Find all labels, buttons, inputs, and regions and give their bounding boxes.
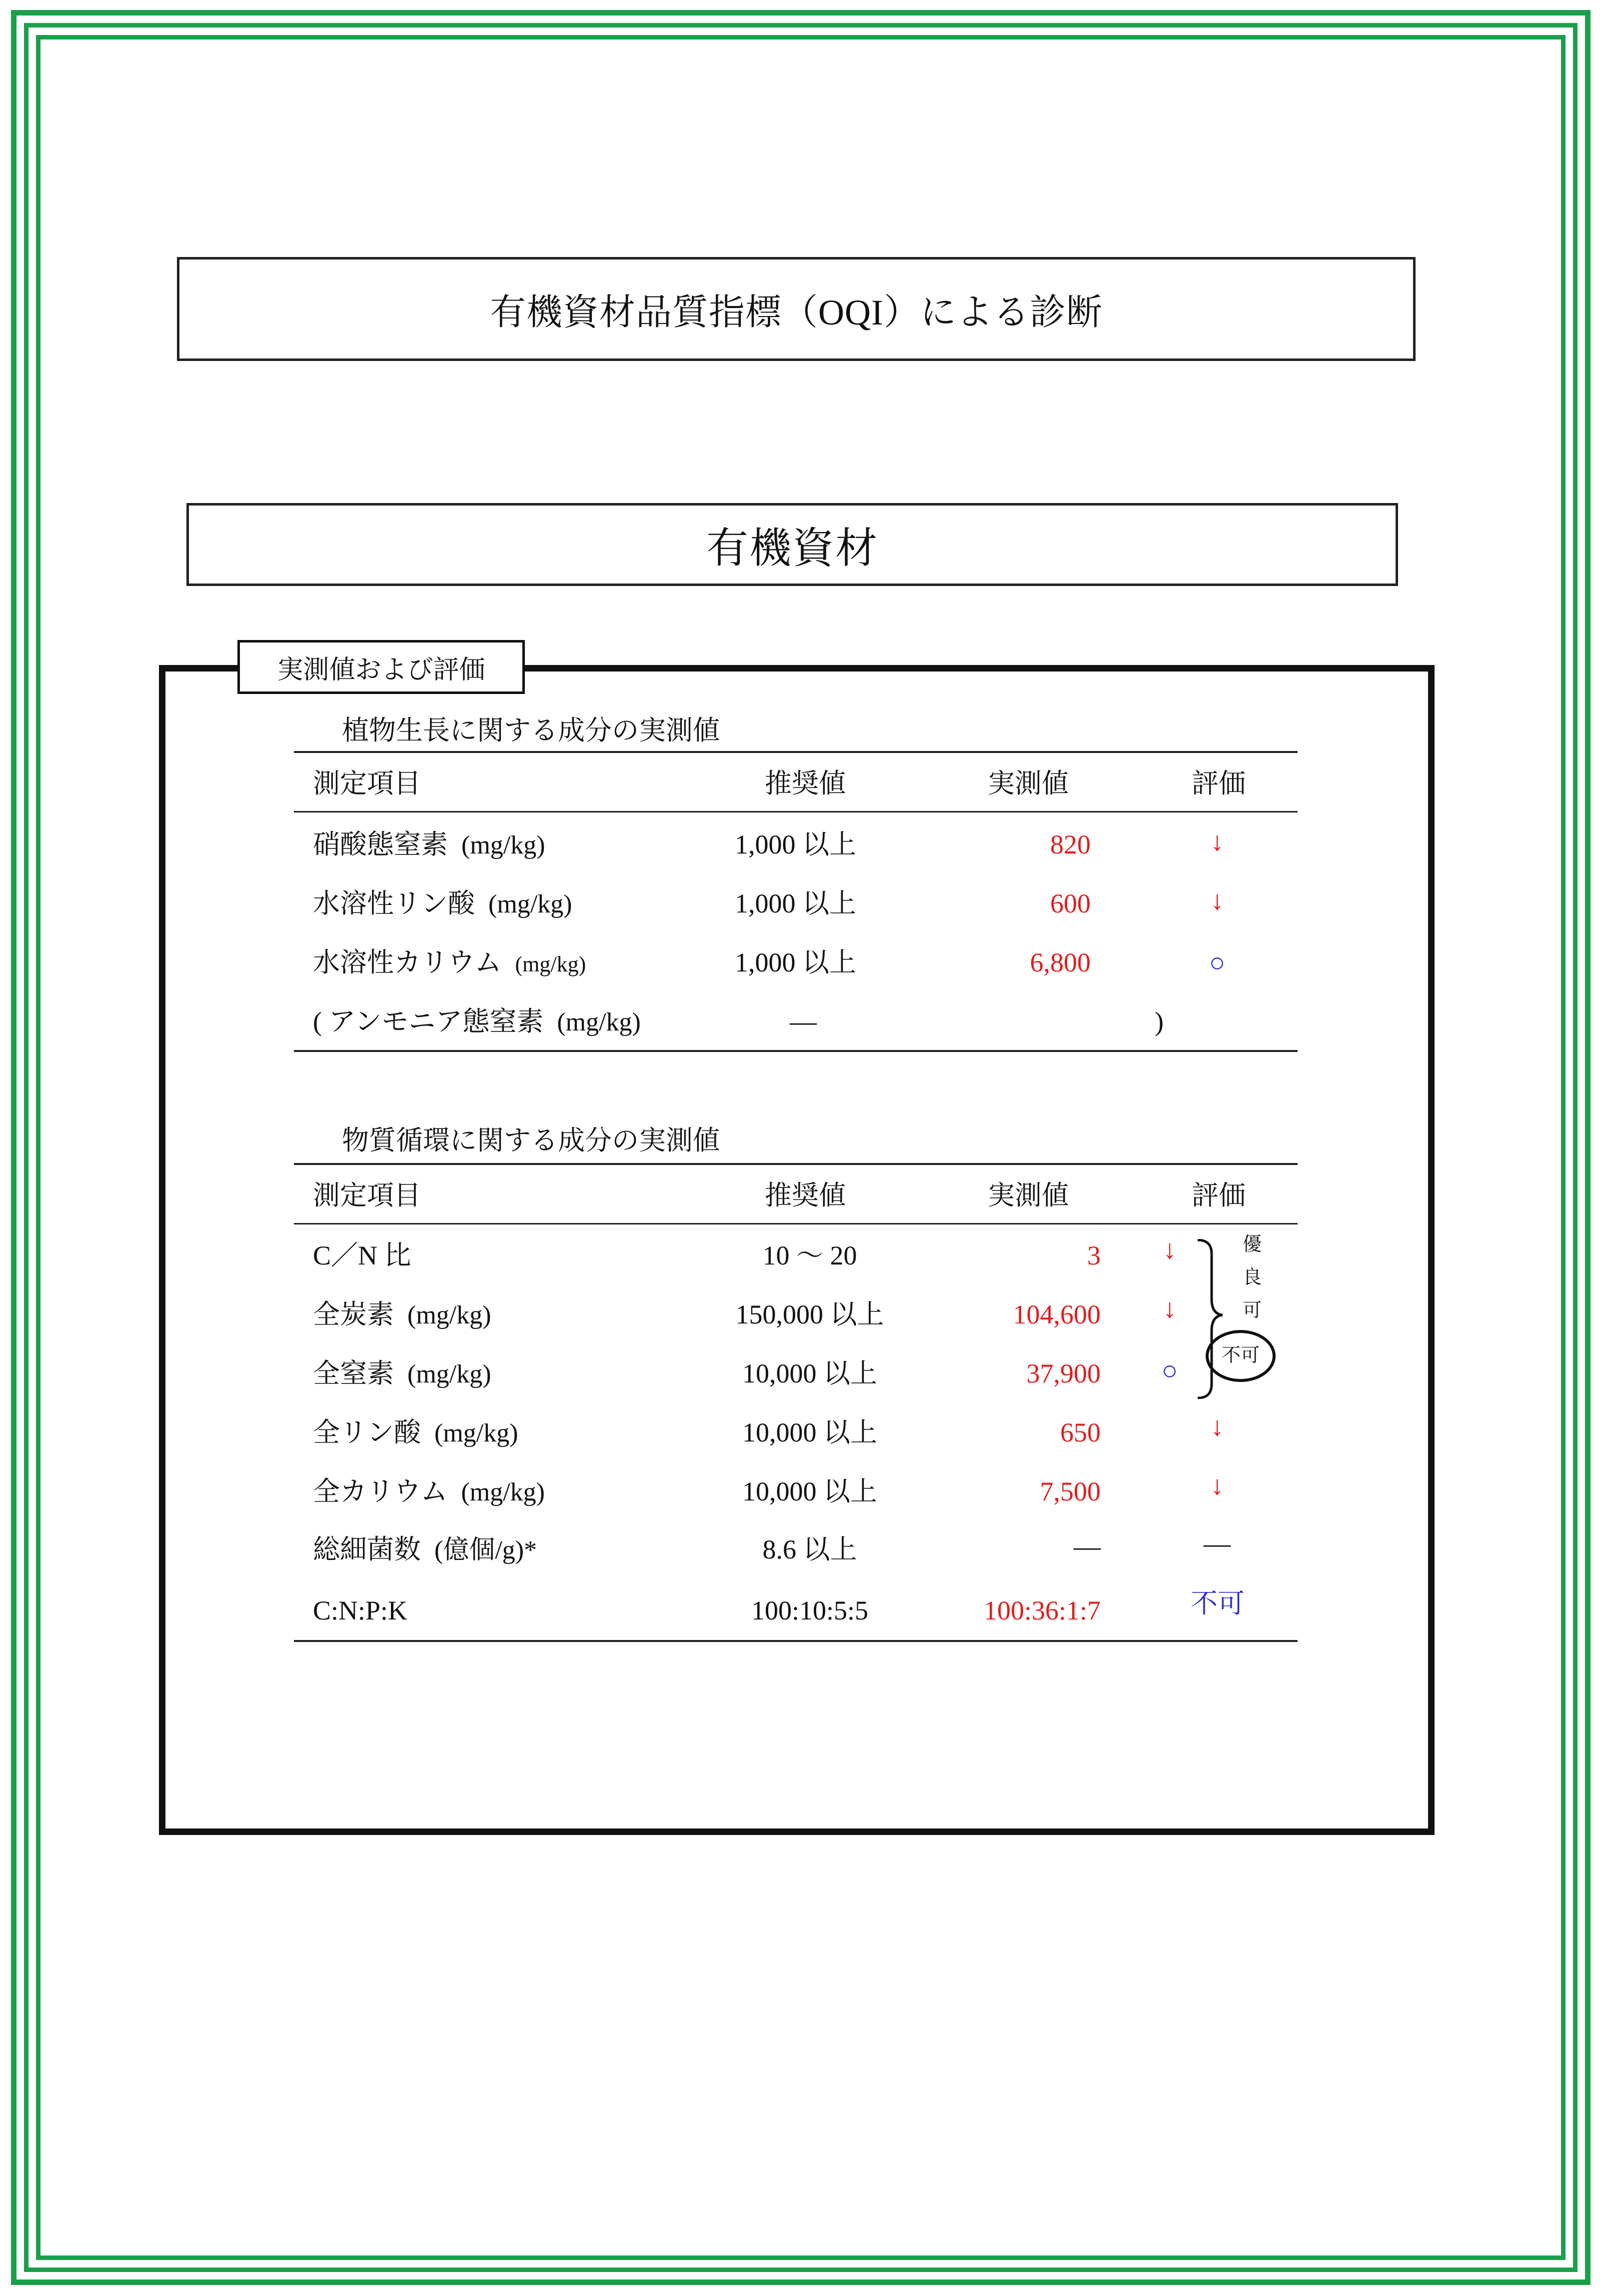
t2-measured: 3 (1087, 1240, 1101, 1270)
table2-bottom-rule (294, 1640, 1298, 1642)
t1-eval-circle-icon: ○ (1209, 948, 1226, 978)
table-row (313, 1419, 518, 1446)
t1-measured: 820 (1050, 830, 1091, 860)
t2-measured: ― (1074, 1532, 1101, 1562)
material-title: 有機資材 (186, 503, 1398, 586)
t1-measured: 6,800 (1030, 948, 1091, 978)
table-row (313, 890, 572, 918)
table-row (313, 1478, 545, 1506)
cycle-section-title: 物質循環に関する成分の実測値 (342, 1126, 720, 1156)
t2-recommended: 10,000 以上 (742, 1418, 877, 1448)
t2-eval-down-arrow-icon: ↓ (1163, 1234, 1177, 1264)
legend-fair: 可 (1243, 1300, 1262, 1321)
t2-recommended: 100:10:5:5 (751, 1596, 868, 1626)
plant-section-title: 植物生長に関する成分の実測値 (342, 716, 720, 746)
t2-item: 全窒素 (313, 1358, 394, 1388)
t1-item: 水溶性カリウム (313, 948, 502, 978)
t1-close-paren: ) (1155, 1006, 1164, 1036)
t1-unit: (mg/kg) (557, 1008, 641, 1036)
table1-header-rule (294, 811, 1298, 812)
t1-item: ( アンモニア態窒素 (313, 1006, 544, 1036)
t1-header-measured: 実測値 (988, 768, 1069, 798)
t2-eval-down-arrow-icon: ↓ (1163, 1294, 1177, 1324)
t2-measured: 100:36:1:7 (983, 1596, 1101, 1626)
t1-unit: (mg/kg) (515, 952, 586, 976)
page-title: 有機資材品質指標（OQI）による診断 (177, 257, 1416, 361)
t1-item: 水溶性リン酸 (313, 888, 475, 918)
t1-recommended: 1,000 以上 (735, 948, 856, 978)
t2-recommended: 10,000 以上 (742, 1476, 877, 1506)
t2-recommended: 8.6 以上 (762, 1534, 857, 1564)
t1-header-item: 測定項目 (313, 768, 421, 798)
t2-unit: (億個/g)* (434, 1536, 537, 1564)
t2-eval-down-arrow-icon: ↓ (1210, 1412, 1224, 1442)
table-row (313, 1536, 537, 1564)
t1-recommended: 1,000 以上 (735, 830, 856, 860)
table1-top-rule (294, 751, 1298, 753)
results-tab-label: 実測値および評価 (237, 640, 525, 694)
legend-good: 良 (1243, 1267, 1262, 1288)
t1-unit: (mg/kg) (488, 890, 572, 918)
table-row (313, 1242, 411, 1269)
t2-item: 全炭素 (313, 1300, 394, 1330)
t2-recommended: 150,000 以上 (735, 1300, 884, 1330)
table-row (313, 1301, 491, 1328)
t1-unit: (mg/kg) (461, 831, 545, 860)
t2-recommended: 10,000 以上 (742, 1358, 877, 1388)
t2-eval-dash: ― (1204, 1528, 1231, 1558)
t2-recommended: 10 ～ 20 (762, 1240, 857, 1270)
t2-measured: 37,900 (1026, 1358, 1101, 1388)
t2-header-eval: 評価 (1192, 1180, 1246, 1210)
t1-header-eval: 評価 (1192, 768, 1246, 798)
t2-item: 総細菌数 (313, 1534, 421, 1564)
t2-item: 全リン酸 (313, 1418, 421, 1448)
t1-item: 硝酸態窒素 (313, 830, 448, 860)
t2-item: 全カリウム (313, 1476, 448, 1506)
t1-recommended: 1,000 以上 (735, 888, 856, 918)
legend-excellent: 優 (1243, 1234, 1262, 1255)
table-row (313, 1597, 407, 1624)
table-row (313, 831, 545, 858)
table-row (313, 1008, 641, 1036)
t2-unit: (mg/kg) (434, 1419, 518, 1448)
t2-header-recommended: 推奨値 (765, 1180, 846, 1210)
table2-top-rule (294, 1163, 1298, 1165)
t2-unit: (mg/kg) (407, 1360, 491, 1388)
t1-recommended: ― (790, 1006, 817, 1036)
table-row (313, 949, 586, 976)
t1-measured: 600 (1050, 888, 1091, 918)
table1-bottom-rule (294, 1050, 1298, 1052)
t1-eval-down-arrow-icon: ↓ (1210, 886, 1224, 916)
t1-eval-down-arrow-icon: ↓ (1210, 826, 1224, 856)
t2-item: C／N 比 (313, 1240, 411, 1270)
t2-unit: (mg/kg) (461, 1478, 545, 1506)
t2-measured: 104,600 (1013, 1300, 1101, 1330)
t2-measured: 650 (1060, 1418, 1101, 1448)
t2-eval-text: 不可 (1191, 1588, 1245, 1618)
t1-header-recommended: 推奨値 (765, 768, 846, 798)
t2-unit: (mg/kg) (407, 1301, 491, 1330)
table2-header-rule (294, 1223, 1298, 1224)
legend-poor-circle (1206, 1330, 1276, 1382)
t2-eval-down-arrow-icon: ↓ (1210, 1470, 1224, 1500)
t2-eval-circle-icon: ○ (1161, 1356, 1178, 1386)
t2-item: C:N:P:K (313, 1596, 408, 1626)
t2-header-measured: 実測値 (988, 1180, 1069, 1210)
t2-header-item: 測定項目 (313, 1180, 421, 1210)
t2-measured: 7,500 (1040, 1476, 1101, 1506)
table-row (313, 1360, 491, 1388)
legend-poor: 不可 (1222, 1345, 1260, 1366)
